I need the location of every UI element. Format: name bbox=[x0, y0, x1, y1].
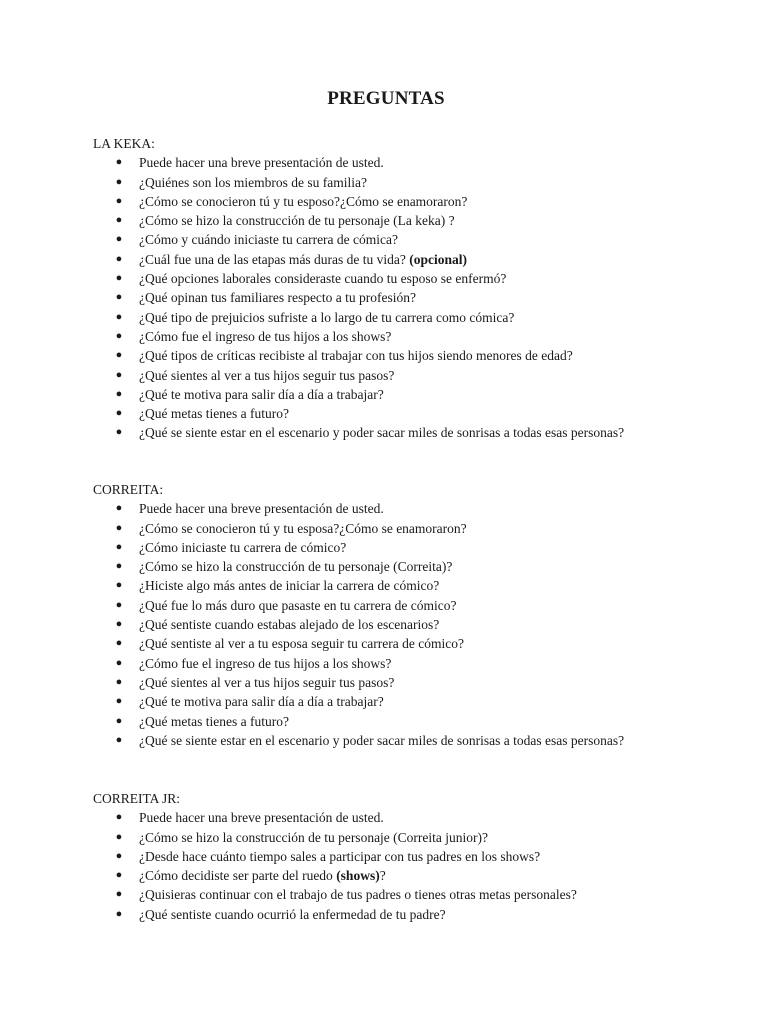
bullet-icon: ● bbox=[115, 675, 123, 688]
bullet-icon: ● bbox=[115, 368, 123, 381]
bullet-icon: ● bbox=[115, 156, 123, 169]
bullet-icon: ● bbox=[115, 214, 123, 227]
list-item: ● ¿Qué te motiva para salir día a día a trabajar? bbox=[93, 385, 673, 404]
bullet-icon: ● bbox=[115, 714, 123, 727]
list-item: ● Puede hacer una breve presentación de usted. bbox=[93, 808, 673, 827]
bullet-icon: ● bbox=[115, 656, 123, 669]
list-item: ● ¿Qué metas tienes a futuro? bbox=[93, 404, 673, 423]
list-item: ● ¿Qué sentiste cuando ocurrió la enfermedad de tu padre? bbox=[93, 905, 673, 924]
bullet-icon: ● bbox=[115, 291, 123, 304]
bullet-icon: ● bbox=[115, 637, 123, 650]
bullet-icon: ● bbox=[115, 849, 123, 862]
section-heading: LA KEKA: bbox=[93, 136, 155, 151]
bullet-icon: ● bbox=[115, 502, 123, 515]
list-item: ● ¿Qué tipo de prejuicios sufriste a lo largo de tu carrera como cómica? bbox=[93, 308, 673, 327]
bullet-icon: ● bbox=[115, 695, 123, 708]
optional-note: (opcional) bbox=[409, 251, 468, 267]
list-item: ● ¿Hiciste algo más antes de iniciar la carrera de cómico? bbox=[93, 576, 673, 595]
section-la-keka bbox=[93, 134, 673, 443]
list-item: ● ¿Quisieras continuar con el trabajo de tus padres o tienes otras metas personales? bbox=[93, 885, 673, 904]
bullet-icon: ● bbox=[115, 618, 123, 631]
bullet-icon: ● bbox=[115, 272, 123, 285]
question-list bbox=[93, 153, 673, 442]
bullet-icon: ● bbox=[115, 869, 123, 882]
bullet-icon: ● bbox=[115, 175, 123, 188]
list-item: ● ¿Qué metas tienes a futuro? bbox=[93, 712, 673, 731]
list-item: ● ¿Quiénes son los miembros de su familia? bbox=[93, 173, 673, 192]
list-item: ● ¿Qué fue lo más duro que pasaste en tu carrera de cómico? bbox=[93, 596, 673, 615]
section-correita bbox=[93, 480, 673, 750]
section-correita-jr bbox=[93, 789, 673, 924]
bullet-icon: ● bbox=[115, 252, 123, 265]
list-item: ● ¿Qué sientes al ver a tus hijos seguir tus pasos? bbox=[93, 673, 673, 692]
list-item: ● ¿Cómo se conocieron tú y tu esposa?¿Cómo se enamoraron? bbox=[93, 519, 673, 538]
bullet-icon: ● bbox=[115, 426, 123, 439]
bullet-icon: ● bbox=[115, 598, 123, 611]
list-item: ● ¿Qué sentiste al ver a tu esposa seguir tu carrera de cómico? bbox=[93, 634, 673, 653]
shows-note: (shows) bbox=[336, 868, 380, 884]
bullet-icon: ● bbox=[115, 560, 123, 573]
bullet-icon: ● bbox=[115, 888, 123, 901]
bullet-icon: ● bbox=[115, 407, 123, 420]
list-item: ● ¿Cómo se hizo la construcción de tu personaje (Correita junior)? bbox=[93, 828, 673, 847]
list-item: ● ¿Cómo se conocieron tú y tu esposo?¿Cómo se enamoraron? bbox=[93, 192, 673, 211]
list-item: ● ¿Cómo y cuándo iniciaste tu carrera de cómica? bbox=[93, 230, 673, 249]
section-heading: CORREITA: bbox=[93, 482, 164, 497]
list-item: ● ¿Cómo se hizo la construcción de tu personaje (La keka) ? bbox=[93, 211, 673, 230]
question-list bbox=[93, 808, 673, 924]
list-item: ● ¿Qué sientes al ver a tus hijos seguir tus pasos? bbox=[93, 366, 673, 385]
list-item: ● ¿Qué te motiva para salir día a día a trabajar? bbox=[93, 692, 673, 711]
list-item: ● ¿Cómo iniciaste tu carrera de cómico? bbox=[93, 538, 673, 557]
list-item: ● ¿Cómo fue el ingreso de tus hijos a los shows? bbox=[93, 327, 673, 346]
list-item: ● ¿Qué tipos de críticas recibiste al trabajar con tus hijos siendo menores de edad? bbox=[93, 346, 673, 365]
bullet-icon: ● bbox=[115, 349, 123, 362]
bullet-icon: ● bbox=[115, 387, 123, 400]
list-item: ● ¿Qué opciones laborales consideraste cuando tu esposo se enfermó? bbox=[93, 269, 673, 288]
bullet-icon: ● bbox=[115, 907, 123, 920]
bullet-icon: ● bbox=[115, 233, 123, 246]
list-item: ● ¿Qué opinan tus familiares respecto a tu profesión? bbox=[93, 288, 673, 307]
bullet-icon: ● bbox=[115, 194, 123, 207]
list-item: ● ¿Cómo decidiste ser parte del ruedo (shows)? bbox=[93, 866, 673, 885]
list-item: ● ¿Qué se siente estar en el escenario y poder sacar miles de sonrisas a todas esas personas? bbox=[93, 423, 673, 442]
list-item: ● ¿Desde hace cuánto tiempo sales a participar con tus padres en los shows? bbox=[93, 847, 673, 866]
bullet-icon: ● bbox=[115, 733, 123, 746]
list-item: ● ¿Cuál fue una de las etapas más duras de tu vida? (opcional) bbox=[93, 250, 673, 269]
page-title: PREGUNTAS bbox=[327, 88, 445, 109]
bullet-icon: ● bbox=[115, 310, 123, 323]
bullet-icon: ● bbox=[115, 540, 123, 553]
bullet-icon: ● bbox=[115, 329, 123, 342]
bullet-icon: ● bbox=[115, 811, 123, 824]
list-item: ● Puede hacer una breve presentación de usted. bbox=[93, 499, 673, 518]
list-item: ● ¿Cómo fue el ingreso de tus hijos a los shows? bbox=[93, 654, 673, 673]
question-list bbox=[93, 499, 673, 750]
bullet-icon: ● bbox=[115, 521, 123, 534]
list-item: ● ¿Cómo se hizo la construcción de tu personaje (Correita)? bbox=[93, 557, 673, 576]
section-heading: CORREITA JR: bbox=[93, 791, 181, 806]
list-item: ● ¿Qué sentiste cuando estabas alejado de los escenarios? bbox=[93, 615, 673, 634]
bullet-icon: ● bbox=[115, 830, 123, 843]
list-item: ● Puede hacer una breve presentación de usted. bbox=[93, 153, 673, 172]
list-item: ● ¿Qué se siente estar en el escenario y poder sacar miles de sonrisas a todas esas personas? bbox=[93, 731, 673, 750]
bullet-icon: ● bbox=[115, 579, 123, 592]
